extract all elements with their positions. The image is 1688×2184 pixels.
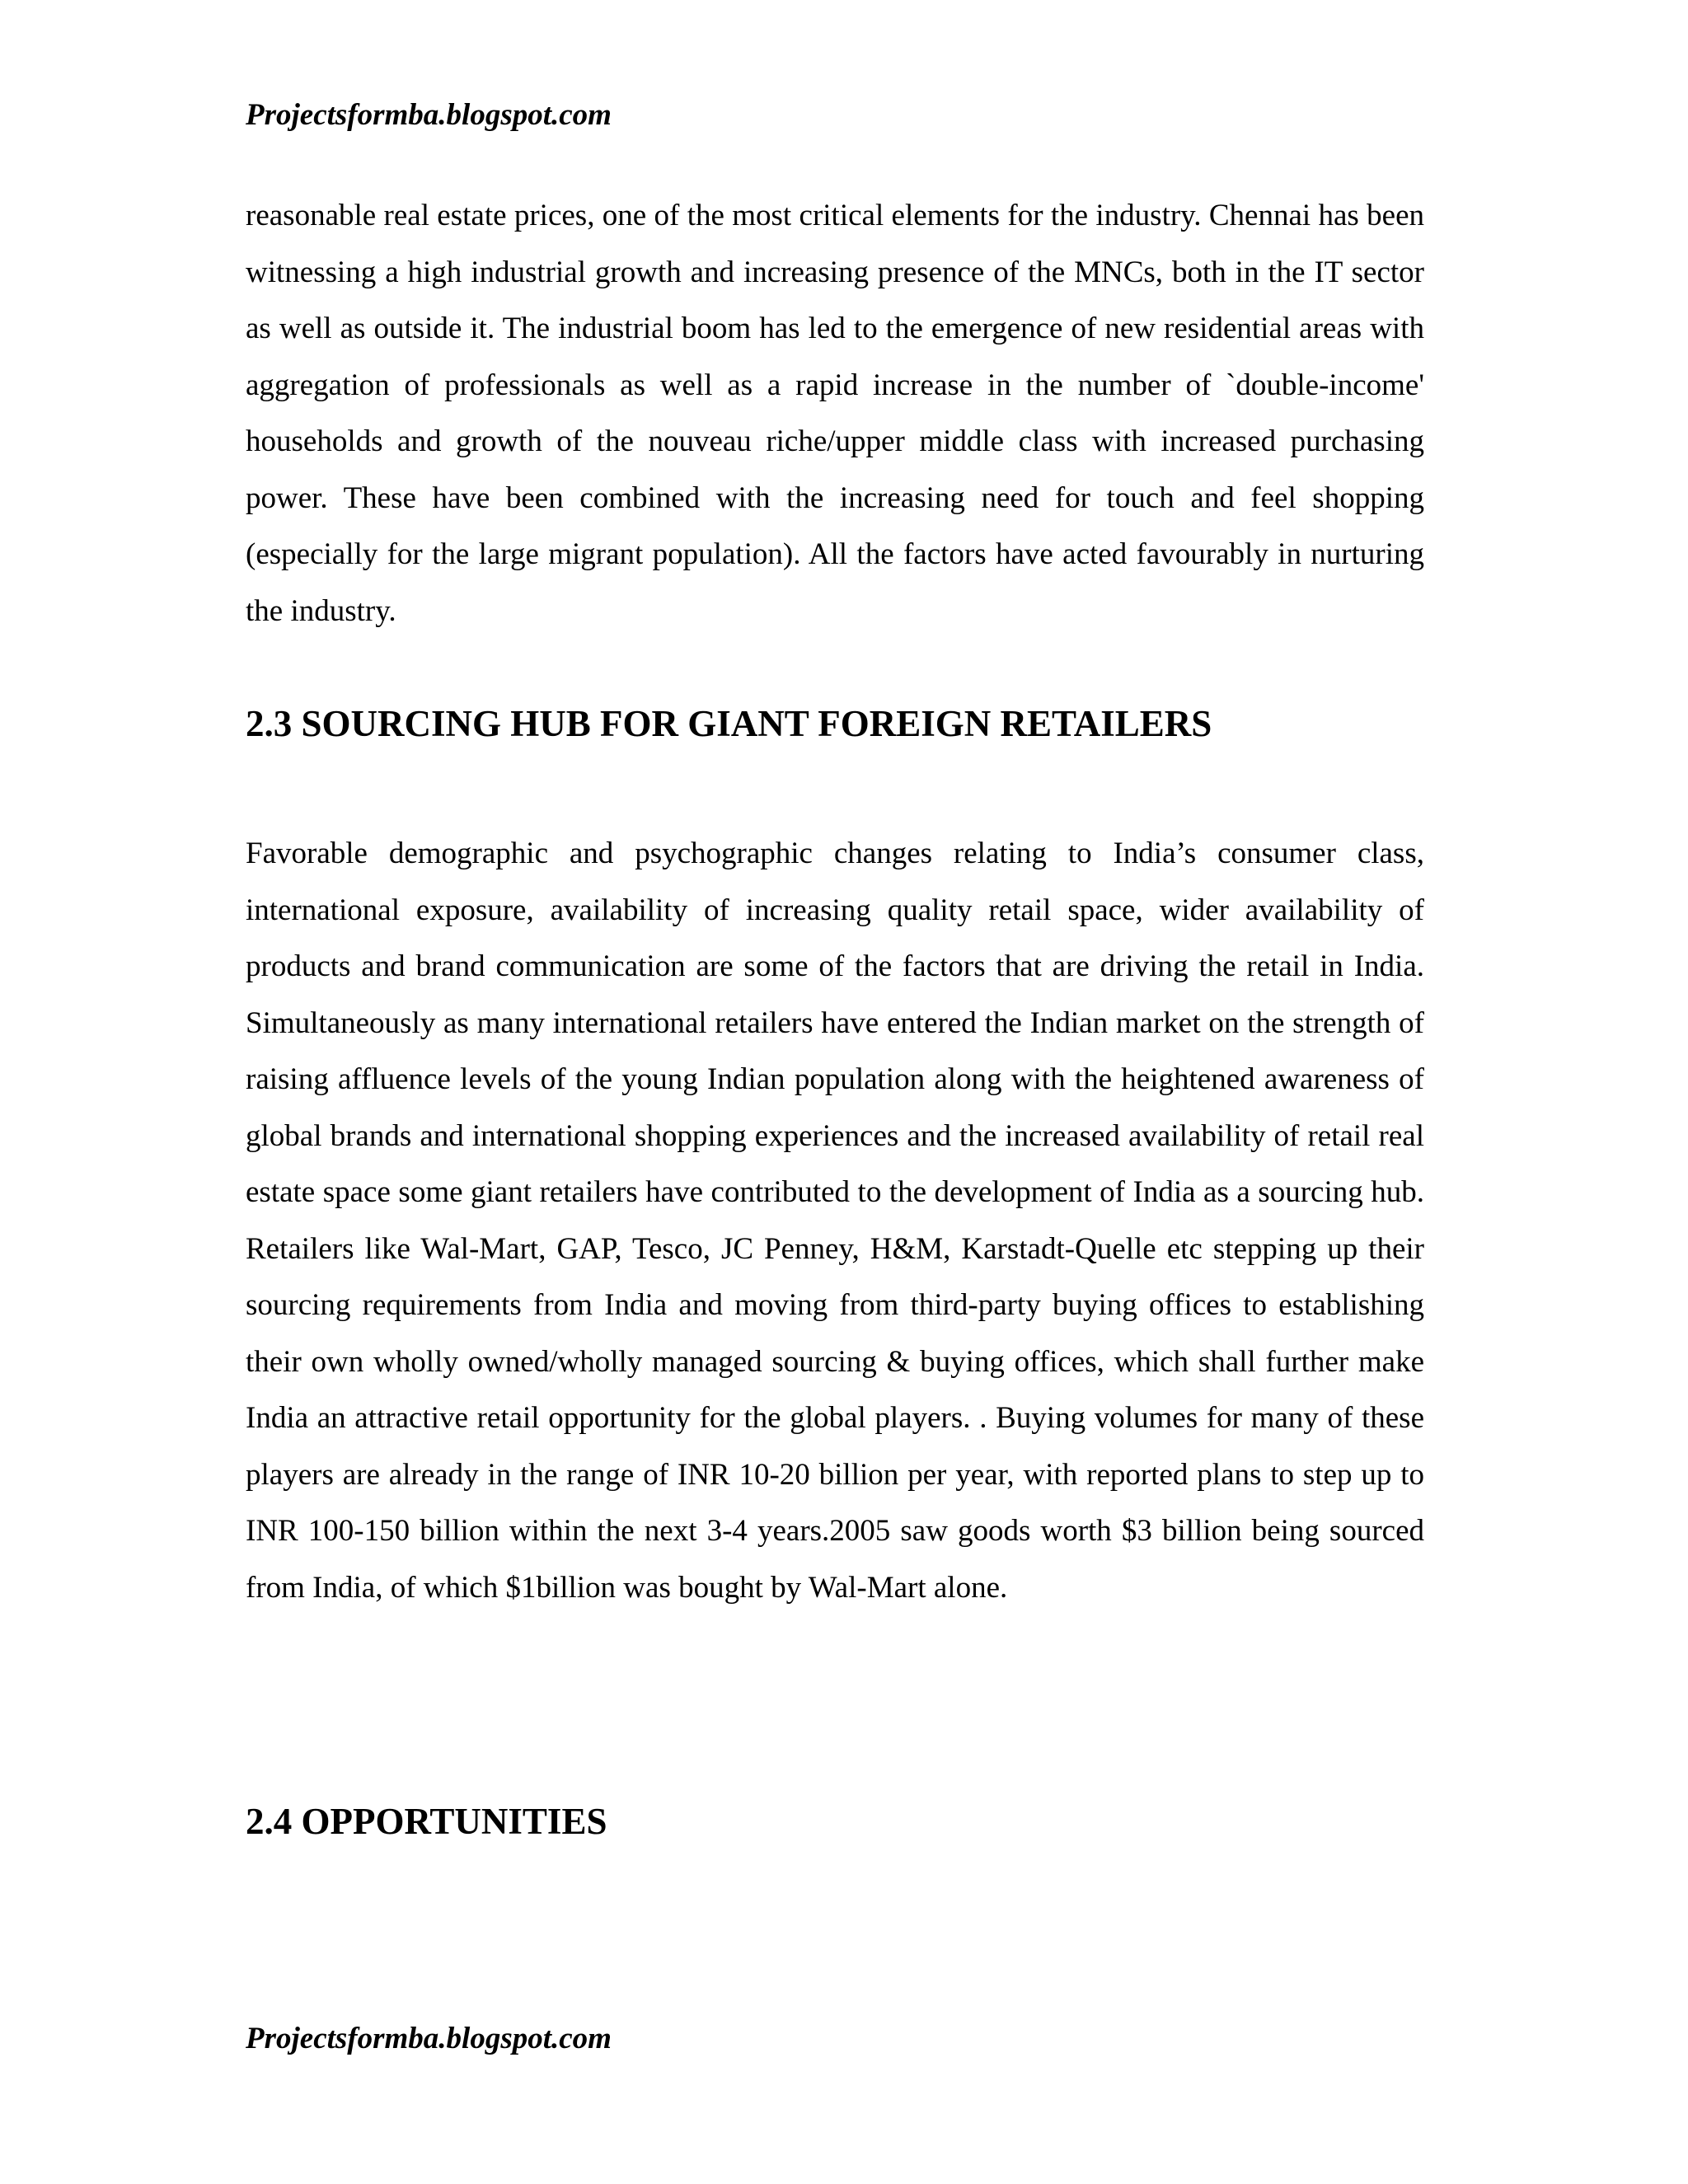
page-header-site-url: Projectsformba.blogspot.com	[246, 98, 612, 132]
page-footer-site-url: Projectsformba.blogspot.com	[246, 2022, 612, 2055]
paragraph-sourcing-hub: Favorable demographic and psychographic changes relating to India’s consumer class, international exposure, availability of increasing quality retail space, wider availability of products and brand communication are some of the factors that are driving the retail in India. Simultaneously as many international retailers have entered the Indian market on the strength of raising affluence levels of the young Indian population along with the heightened awareness of global brands and international shopping experiences and the increased availability of retail real estate space some giant retailers have contributed to the development of India as a sourcing hub. Retailers like Wal-Mart, GAP, Tesco, JC Penney, H&M, Karstadt-Quelle etc stepping up their sourcing requirements from India and moving from third-party buying offices to establishing their own wholly owned/wholly managed sourcing & buying offices, which shall further make India an attractive retail opportunity for the global players. . Buying volumes for many of these players are already in the range of INR 10-20 billion per year, with reported plans to step up to INR 100-150 billion within the next 3-4 years.2005 saw goods worth $3 billion being sourced from India, of which $1billion was bought by Wal-Mart alone.	[246, 837, 1424, 1605]
paragraph-chennai-growth: reasonable real estate prices, one of the most critical elements for the industry. Chennai has been witnessing a high industrial growth and increasing presence of the MNCs, both in the IT sector as well as outside it. The industrial boom has led to the emergence of new residential areas with aggregation of professionals as well as a rapid increase in the number of `double-income' households and growth of the nouveau riche/upper middle class with increased purchasing power. These have been combined with the increasing need for touch and feel shopping (especially for the large migrant population). All the factors have acted favourably in nurturing the industry.	[246, 199, 1424, 628]
section-heading-sourcing-hub: 2.3 SOURCING HUB FOR GIANT FOREIGN RETAILERS	[246, 703, 1212, 744]
section-heading-opportunities: 2.4 OPPORTUNITIES	[246, 1801, 607, 1842]
